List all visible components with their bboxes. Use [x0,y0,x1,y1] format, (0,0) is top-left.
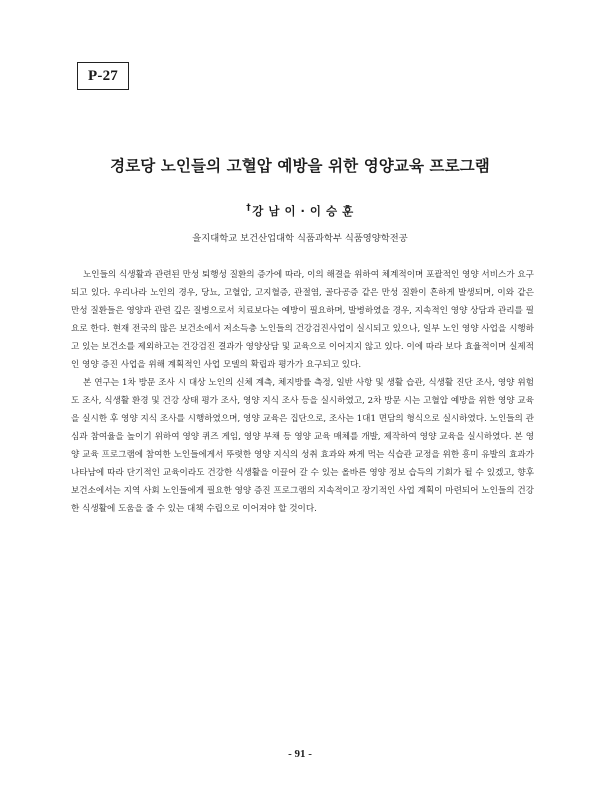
abstract-body [71,266,534,518]
author-names: 강 남 이 · 이 승 훈 [252,204,354,218]
abstract-paragraph-2: 본 연구는 1차 방문 조사 시 대상 노인의 신체 계측, 체지방률 측정, 일반 사항 및 생활 습관, 식생활 진단 조사, 영양 위험도 조사, 식생활 환경 및 건강 상태 평가 조사, 영양 지식 조사 등을 실시하였고, 2차 방문 시는 고혈압 예방을 위한 영양 교육을 실시한 후 영양 지식 조사를 시행하였으며, 영양 교육은 집단으로, 조사는 1대1 면담의 형식으로 실시하였다. 노인들의 관심과 참여율을 높이기 위하여 영양 퀴즈 게임, 영양 부채 등 영양 교육 매체를 개발, 제작하여 영양 교육을 실시하였다. 본 영양 교육 프로그램에 참여한 노인들에게서 뚜렷한 영양 지식의 성취 효과와 짜게 먹는 식습관 교정을 위한 흥미 유발의 효과가 나타남에 따라 단기적인 교육이라도 건강한 식생활을 이끌어 갈 수 있는 올바른 영양 정보 습득의 기회가 될 수 있겠고, 향후 보건소에서는 지역 사회 노인들에게 필요한 영양 증진 프로그램의 지속적이고 장기적인 사업 계획이 마련되어 노인들의 건강한 식생활에 도움을 줄 수 있는 대책 수립으로 이어져야 할 것이다. [71,378,534,514]
poster-id-box [77,62,129,90]
author-affiliation: 을지대학교 보건산업대학 식품과학부 식품영양학전공 [192,233,408,244]
page-number: - 91 - [288,748,312,760]
paper-title: 경로당 노인들의 고혈압 예방을 위한 영양교육 프로그램 [110,157,490,175]
poster-id: P-27 [88,67,118,84]
corresponding-author-mark: † [246,203,252,214]
abstract-paragraph-1: 노인들의 식생활과 관련된 만성 퇴행성 질환의 증가에 따라, 이의 해결을 위하여 체계적이며 포괄적인 영양 서비스가 요구되고 있다. 우리나라 노인의 경우, 당뇨, 고혈압, 고지혈증, 관절염, 골다공증 같은 만성 질환이 흔하게 발생되며, 이와 같은 만성 질환들은 영양과 관련 깊은 질병으로서 치료보다는 예방이 필요하며, 발병하였을 경우, 지속적인 영양 상담과 관리를 필요로 한다. 현재 전국의 많은 보건소에서 저소득층 노인들의 건강검진사업이 실시되고 있으나, 일부 노인 영양 사업을 시행하고 있는 보건소를 제외하고는 건강검진 결과가 영양상담 및 교육으로 이어지지 않고 있다. 이에 따라 보다 효율적이며 실제적인 영양 증진 사업을 위해 계획적인 사업 모델의 확립과 평가가 요구되고 있다. [71,270,534,370]
author-line [0,203,600,219]
